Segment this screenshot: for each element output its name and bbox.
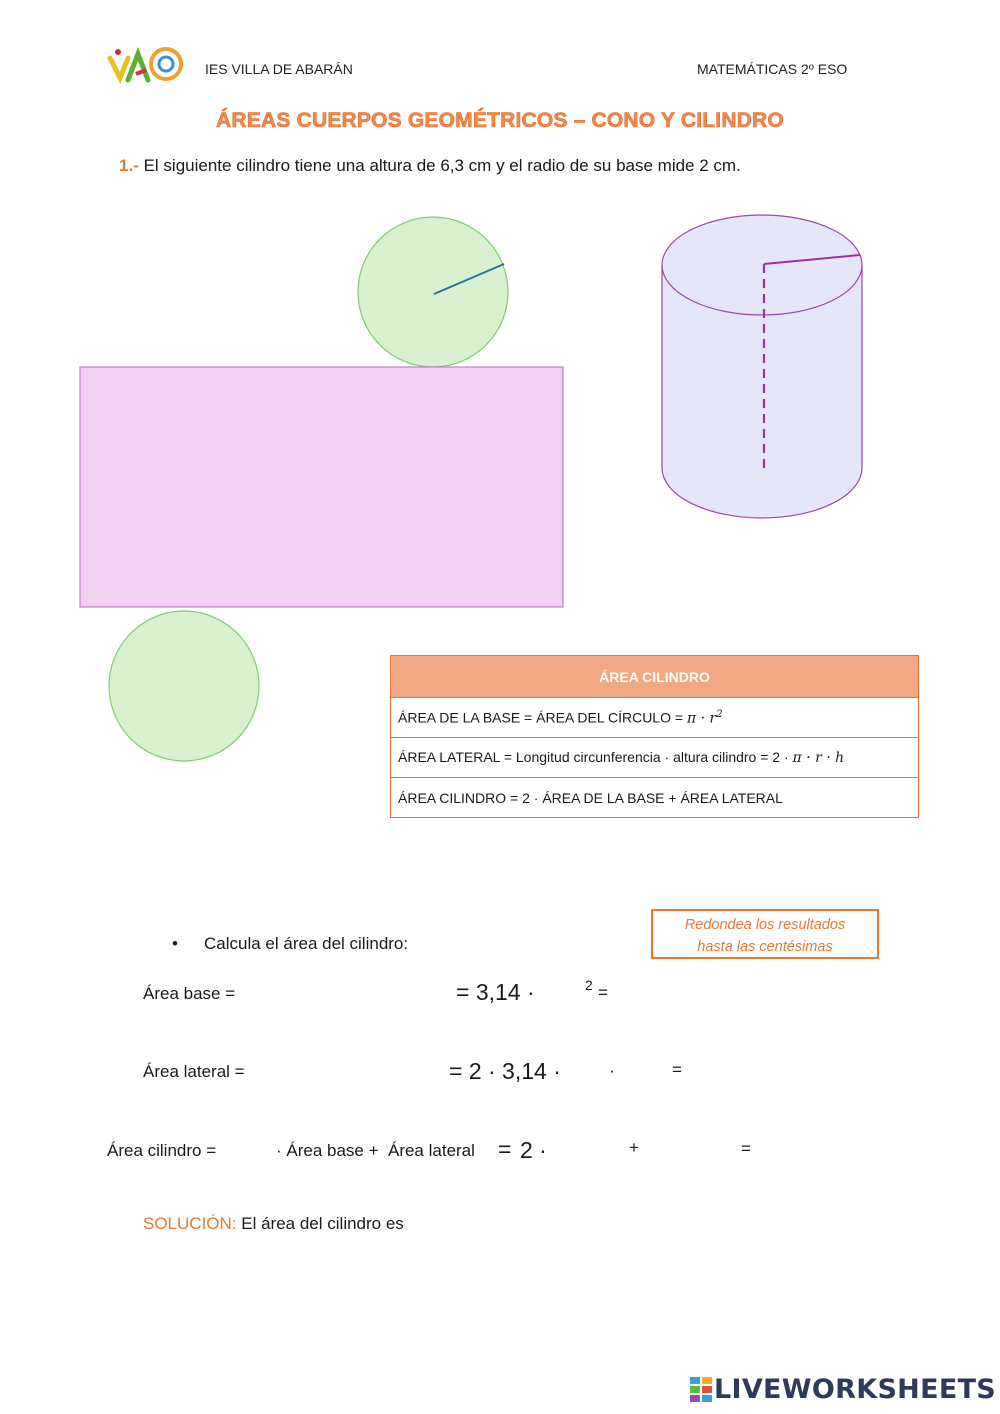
solution-label: SOLUCIÓN: (143, 1214, 237, 1233)
rounding-note: Redondea los resultados hasta las centésimas (651, 909, 879, 959)
cylinder-3d (650, 205, 880, 525)
task-text: Calcula el área del cilindro: (204, 934, 409, 953)
net-top-circle (358, 217, 508, 367)
formula-row-base: ÁREA DE LA BASE = ÁREA DEL CÍRCULO = $\pi \cdot r^2$ (391, 698, 919, 738)
area-lateral-equation: = 2 · 3,14 · (449, 1058, 561, 1084)
subject-name: MATEMÁTICAS 2º ESO (697, 61, 848, 77)
net-lateral-rectangle (80, 367, 563, 607)
area-total-label: Área cilindro = (107, 1141, 217, 1160)
task-bullet: • (172, 934, 178, 953)
area-total-equals-2: = (741, 1139, 751, 1158)
area-base-equation: = 3,14 · (456, 979, 535, 1005)
area-lateral-label: Área lateral = (143, 1062, 245, 1081)
formula-table-header: ÁREA CILINDRO (391, 656, 919, 698)
area-total-plus: + (629, 1138, 639, 1157)
area-lateral-equals: = (672, 1060, 682, 1079)
question-number: 1.- (119, 156, 139, 175)
liveworksheets-text: LIVEWORKSHEETS (714, 1374, 997, 1405)
question-text: El siguiente cilindro tiene una altura de 6,3 cm y el radio de su base mide 2 cm. (143, 156, 741, 175)
formula-row-lateral: ÁREA LATERAL = Longitud circunferencia · altura cilindro = 2 · π · r · h (391, 738, 919, 778)
formula-table (390, 655, 919, 818)
area-base-equals: = (598, 983, 608, 1002)
solution-line (143, 1214, 404, 1234)
liveworksheets-icon (690, 1376, 714, 1404)
formula-row-total: ÁREA CILINDRO = 2 · ÁREA DE LA BASE + ÁREA LATERAL (391, 778, 919, 818)
area-total-expression: · Área base + Área lateral (276, 1141, 475, 1160)
area-base-exponent: 2 (585, 977, 593, 993)
school-name: IES VILLA DE ABARÁN (205, 61, 353, 77)
cylinder-top (662, 215, 862, 315)
solution-text: El área del cilindro es (241, 1214, 404, 1233)
net-bottom-circle (109, 611, 259, 761)
area-lateral-dot: · (609, 1061, 615, 1080)
area-total-equals-1: = (498, 1136, 512, 1162)
area-base-label: Área base = (143, 984, 236, 1003)
liveworksheets-logo (690, 1374, 996, 1405)
area-total-two: 2 · (520, 1137, 547, 1163)
page-title: ÁREAS CUERPOS GEOMÉTRICOS – CONO Y CILINDRO (216, 109, 784, 132)
